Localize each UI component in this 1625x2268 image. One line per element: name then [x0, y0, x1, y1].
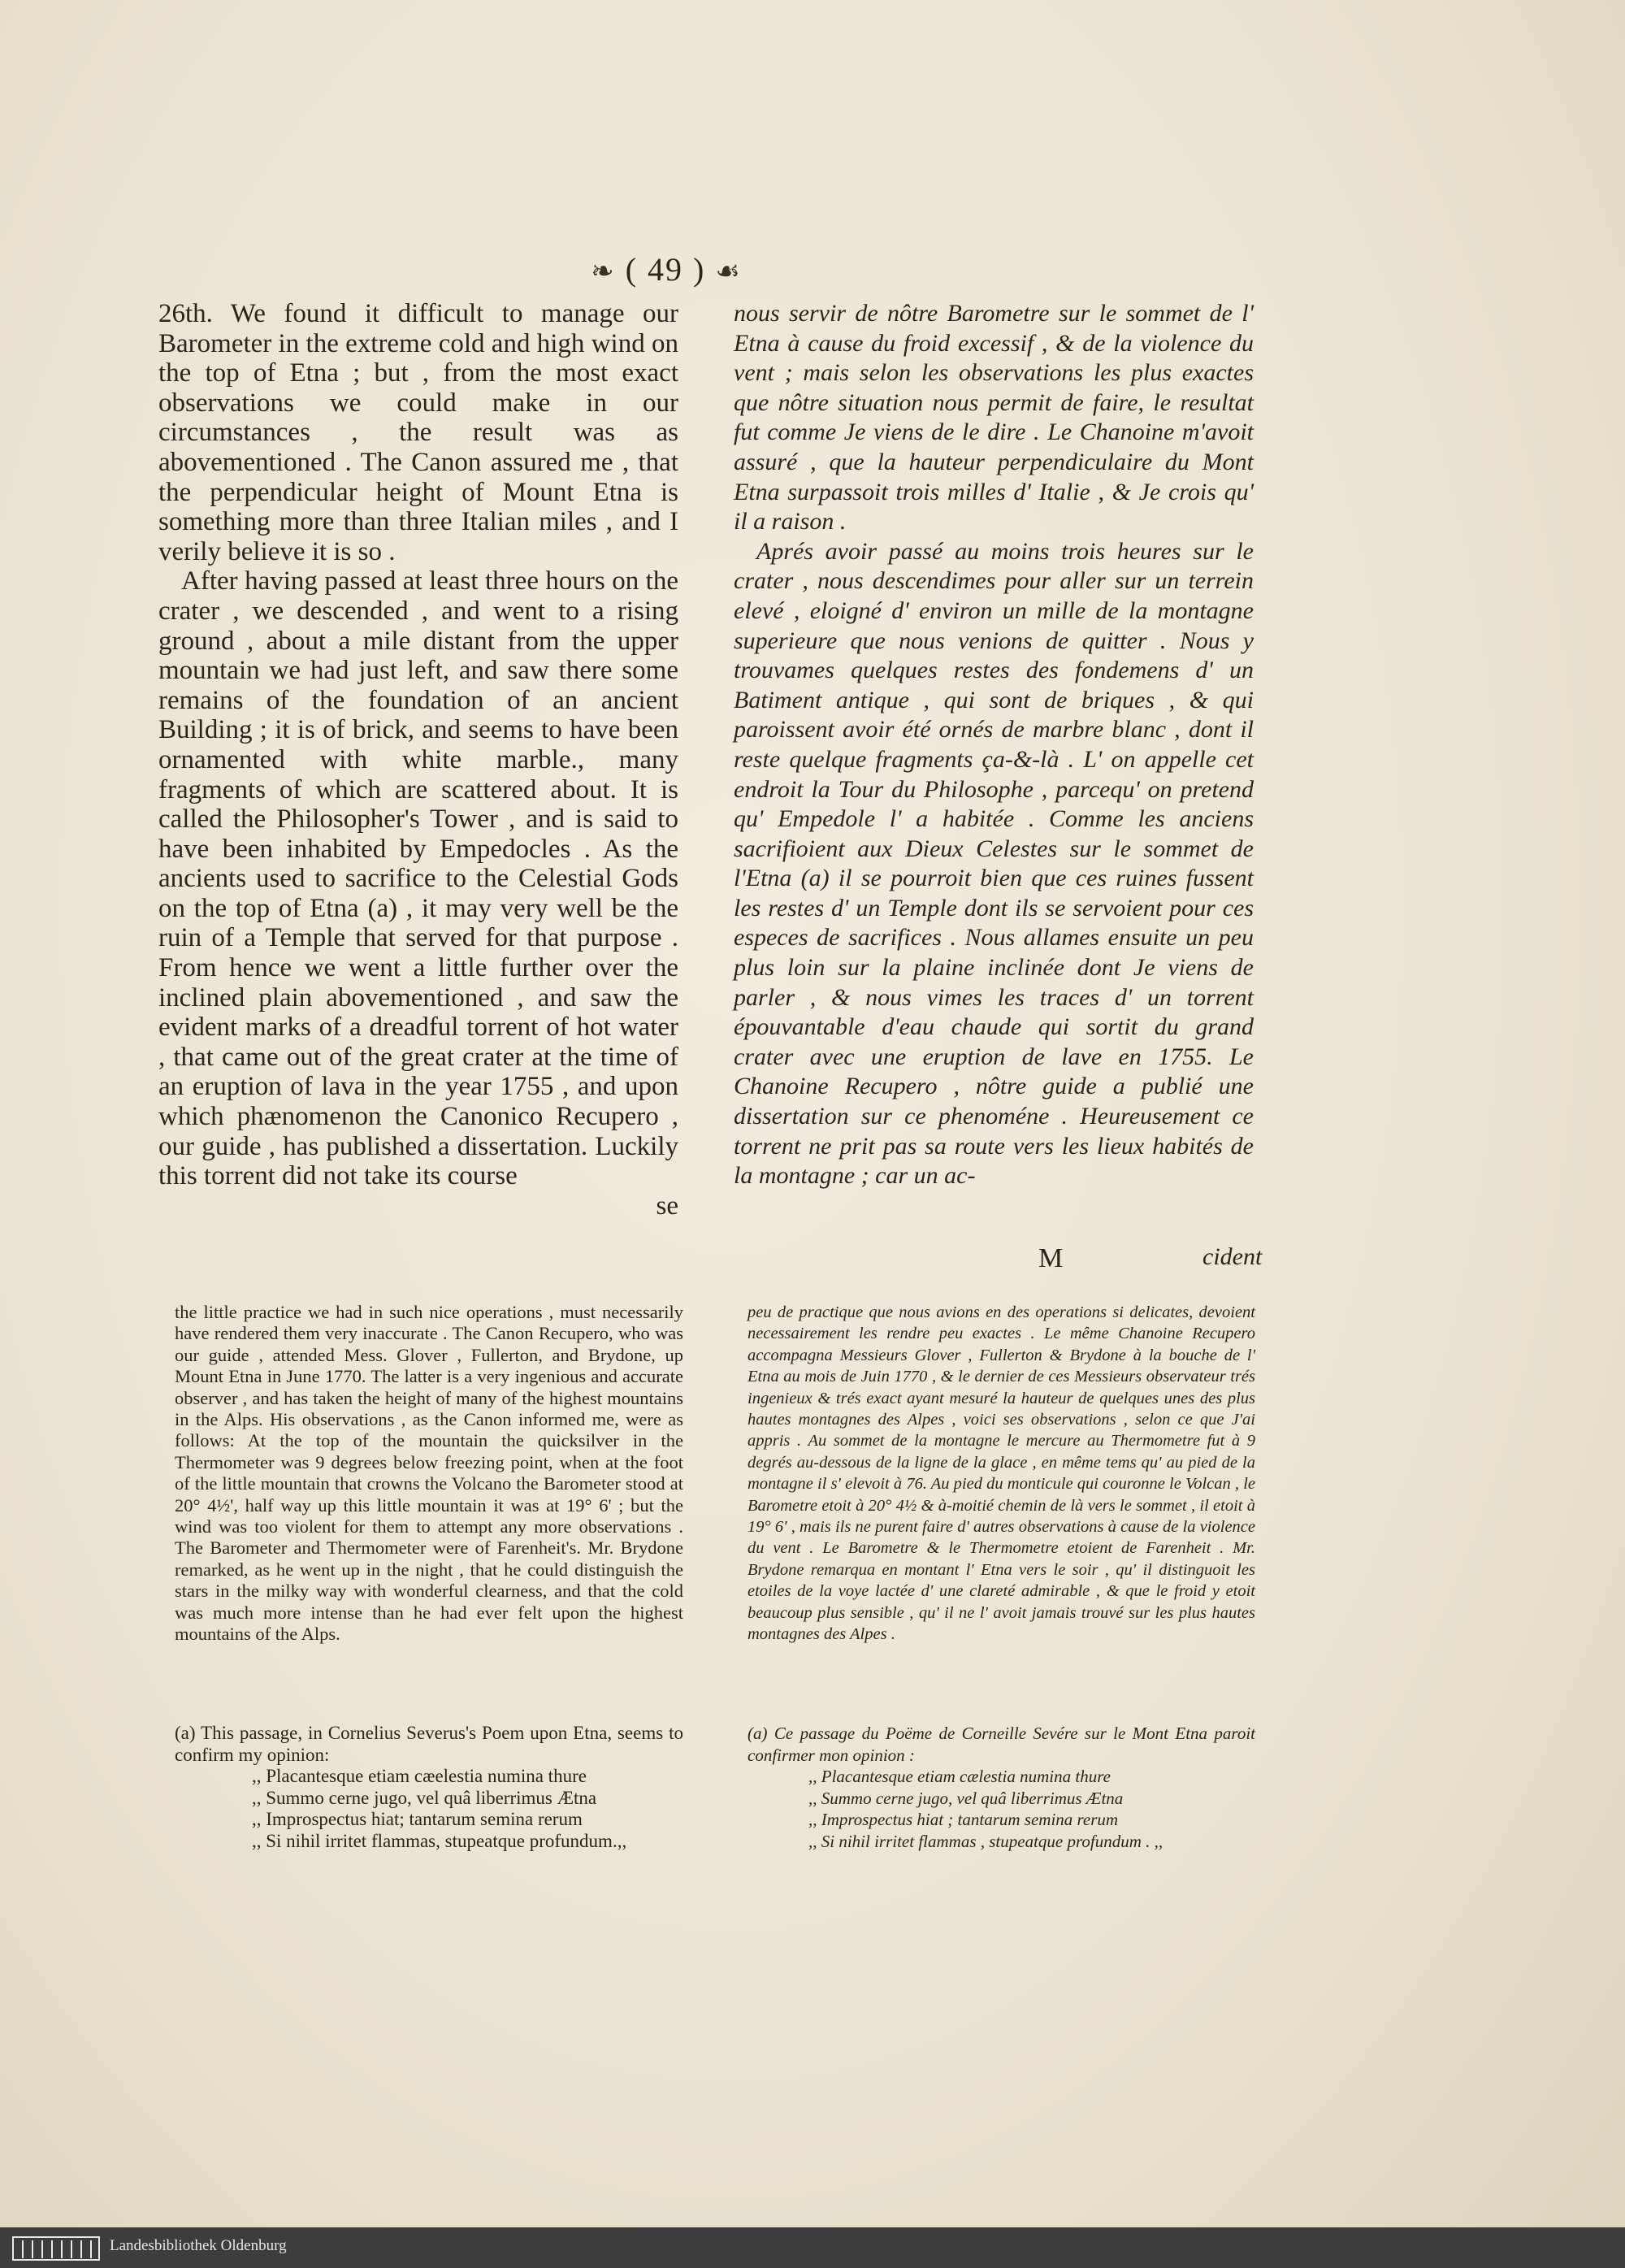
- english-note: the little practice we had in such nice operations , must necessarily have rendered them very inaccurate . The Canon Recupero, who was our guide , attended Mess. Glover , Fullerton, and Brydone, up Mount Etna in June 1770. The latter is a very ingenious and accurate observer , and has taken the height of many of the highest mountains in the Alps. His observations , as the Canon informed me, were as follows: At the top of the mountain the quicksilver in the Thermometer was 9 degrees below freezing point, when at the foot of the little mountain that crowns the Volcano the Barometer stood at 20° 4½', half way up this little mountain it was at 19° 6' ; but the wind was too violent for them to attempt any more observations . The Barometer and Thermometer were of Farenheit's. Mr. Brydone remarked, as he went up in the night , that he could distinguish the stars in the milky way with wonderful clearness, and that the cold was much more intense than he had ever felt upon the highest mountains of the Alps.: [175, 1302, 683, 1645]
- page-number: ( 49 ): [625, 251, 706, 288]
- library-name: Landesbibliothek Oldenburg: [110, 2237, 287, 2254]
- english-paragraph-2: After having passed at least three hours on the crater , we descended , and went to a rising ground , about a mile distant from the upper mountain we had just left, and saw there some remains of the foundation of an ancient Building ; it is of brick, and seems to have been ornamented with white marble., many fragments of which are scattered about. It is called the Philosopher's Tower , and is said to have been inhabited by Empedocles . As the ancients used to sacrifice to the Celestial Gods on the top of Etna (a) , it may very well be the ruin of a Temple that served for that purpose . From hence we went a little further over the inclined plain abovementioned , and saw the evident marks of a dreadful torrent of hot water , that came out of the great crater at the time of an eruption of lava in the year 1755 , and upon which phænomenon the Canonico Recupero , our guide , has published a dissertation. Luckily this torrent did not take its course: [158, 566, 678, 1191]
- english-paragraph-1: 26th. We found it difficult to manage our Barometer in the extreme cold and high wind on the top of Etna ; but , from the most exact observations we could make in our circumstances , the result was as abovementioned . The Canon assured me , that the perpendicular height of Mount Etna is something more than three Italian miles , and I verily believe it is so .: [158, 299, 678, 566]
- right-ornament-icon: ☙: [715, 257, 742, 287]
- english-main-column: [158, 299, 678, 1221]
- french-verse-line: ,, Placantesque etiam cælestia numina thure: [808, 1767, 1111, 1786]
- french-verse-line: ,, Si nihil irritet flammas , stupeatque profundum . ,,: [808, 1831, 1164, 1851]
- english-verse-line: ,, Si nihil irritet flammas, stupeatque profundum.,,: [252, 1830, 627, 1851]
- french-footnote-intro: (a) Ce passage du Poëme de Corneille Sevére sur le Mont Etna paroit confirmer mon opinion :: [748, 1724, 1255, 1765]
- french-footnote: [748, 1723, 1255, 1852]
- english-verse-line: ,, Placantesque etiam cæelestia numina thure: [252, 1766, 587, 1786]
- english-footnote: [175, 1723, 683, 1852]
- english-verse-line: ,, Summo cerne jugo, vel quâ liberrimus Ætna: [252, 1787, 597, 1808]
- english-footnote-intro: (a) This passage, in Cornelius Severus's Poem upon Etna, seems to confirm my opinion:: [175, 1723, 683, 1765]
- french-catchword: cident: [1202, 1243, 1263, 1270]
- library-building-icon: [11, 2234, 101, 2261]
- english-verse: [252, 1766, 683, 1852]
- signature-mark: M: [1038, 1243, 1064, 1273]
- french-note: peu de practique que nous avions en des operations si delicates, devoient necessairement les rendre peu exactes . Le même Chanoine Recupero accompagna Messieurs Glover , Fullerton & Brydone à la bouche de l' Etna au mois de Juin 1770 , & le dernier de ces Messieurs observateur trés ingenieux & trés exact ayant mesuré la hauteur de quelques unes des plus hautes montagnes des Alpes , voici ses observations , selon ce que J'ai appris . Au sommet de la montagne le mercure au Thermometre fut à 9 degrés au-dessous de la ligne de la glace , en même tems qu' au pied de la montagne il s' elevoit à 76. Au pied du monticule qui couronne le Volcan , le Barometre etoit à 20° 4½ & à-moitié chemin de là vers le sommet , il etoit à 19° 6' , mais ils ne purent faire d' autres observations à cause de la violence du vent . Le Barometre & le Thermometre etoient de Farenheit . Mr. Brydone remarqua en montant l' Etna vers le soir , qu' il distinguoit les etoiles de la voye lactée d' une clareté admirable , & que le froid y etoit beaucoup plus sensible , qu' il ne l' avoit jamais trouvé sur les plus hautes montagnes des Alpes .: [748, 1303, 1255, 1644]
- page-header: [0, 250, 1332, 288]
- english-verse-line: ,, Improspectus hiat; tantarum semina rerum: [252, 1809, 583, 1829]
- french-verse-line: ,, Improspectus hiat ; tantarum semina rerum: [808, 1810, 1119, 1829]
- library-footer-bar: [0, 2227, 1625, 2268]
- french-verse: [808, 1766, 1255, 1852]
- english-catchword: se: [656, 1190, 678, 1221]
- left-ornament-icon: ❧: [591, 257, 616, 287]
- french-paragraph-2: Aprés avoir passé au moins trois heures sur le crater , nous descendimes pour aller sur un terrein elevé , eloigné d' environ un mille de la montagne superieure que nous venions de quitter . Nous y trouvames quelques restes des fondemens d' un Batiment antique , qui sont de briques , & qui paroissent avoir été ornés de marbre blanc , dont il reste quelque fragments ça-&-là . L' on appelle cet endroit la Tour du Philosophe , parcequ' on pretend qu' Empedole l' a habitée . Comme les anciens sacrifioient aux Dieux Celestes sur le sommet de l'Etna (a) il se pourroit bien que ces ruines fussent les restes d' un Temple dont ils se servoient pour ces especes de sacrifices . Nous allames ensuite un peu plus loin sur la plaine inclinée dont Je viens de parler , & nous vimes les traces d' un torrent épouvantable d'eau chaude qui sortit du grand crater avec une eruption de lave en 1755. Le Chanoine Recupero , nôtre guide a publié une dissertation sur ce phenoméne . Heureusement ce torrent ne prit pas sa route vers les lieux habités de la montagne ; car un ac-: [734, 537, 1254, 1190]
- french-paragraph-1: nous servir de nôtre Barometre sur le sommet de l' Etna à cause du froid excessif , & de la violence du vent ; mais selon les observations les plus exactes que nôtre situation nous permit de faire, le resultat fut comme Je viens de le dire . Le Chanoine m'avoit assuré , que la hauteur perpendiculaire du Mont Etna surpassoit trois milles d' Italie , & Je crois qu' il a raison .: [734, 300, 1254, 536]
- french-verse-line: ,, Summo cerne jugo, vel quâ liberrimus Ætna: [808, 1788, 1124, 1808]
- french-main-column: [734, 299, 1254, 1191]
